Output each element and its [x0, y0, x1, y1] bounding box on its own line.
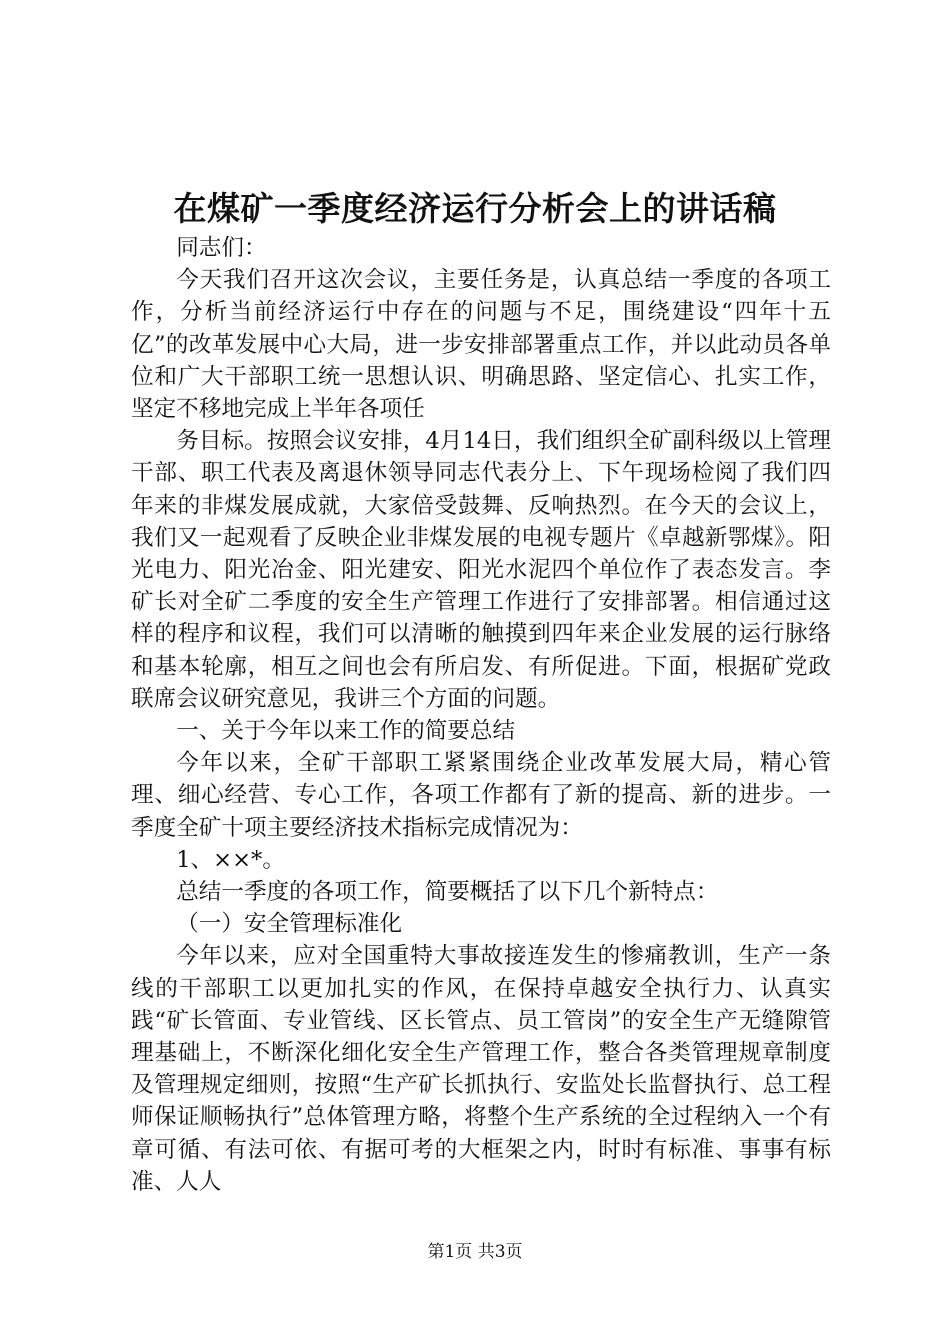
section-heading: 一、关于今年以来工作的简要总结 — [176, 718, 516, 745]
body-paragraph: 今天我们召开这次会议，主要任务是，认真总结一季度的各项工作，分析当前经济运行中存在的问题与不足，围绕建设“四年十五亿”的改革发展中心大局，进一步安排部署重点工作，并以此动员各单位和广大干部职工统一思想认识、明确思路、坚定信心、扎实工作，坚定不移地完成上半年各项任 — [131, 267, 831, 423]
salutation-paragraph: 同志们： — [176, 235, 267, 261]
document-title: 在煤矿一季度经济运行分析会上的讲话稿 — [173, 189, 777, 228]
body-paragraph: 今年以来，应对全国重特大事故接连发生的惨痛教训，生产一条线的干部职工以更加扎实的作风，在保持卓越安全执行力、认真实践“矿长管面、专业管线、区长管点、员工管岗”的安全生产无缝隙管理基础上，不断深化细化安全生产管理工作，整合各类管理规章制度及管理规定细则，按照“生产矿长抓执行、安监处长监督执行、总工程师保证顺畅执行”总体管理方略，将整个生产系统的全过程纳入一个有章可循、有法可依、有据可考的大框架之内，时时有标准、事事有标准、人人 — [131, 943, 831, 1195]
subsection-heading: （一）安全管理标准化 — [176, 911, 403, 938]
body-paragraph: 今年以来，全矿干部职工紧紧围绕企业改革发展大局，精心管理、细心经营、专心工作，各项工作都有了新的提高、新的进步。一季度全矿十项主要经济技术指标完成情况为： — [131, 750, 831, 841]
list-item: 1、××*。 — [176, 846, 285, 873]
document-body — [131, 232, 831, 1198]
body-paragraph: 总结一季度的各项工作，简要概括了以下几个新特点： — [176, 879, 719, 906]
page-footer: 第1页 共3页 — [427, 1242, 523, 1262]
body-paragraph: 务目标。按照会议安排，4月14日，我们组织全矿副科级以上管理干部、职工代表及离退休领导同志代表分上、下午现场检阅了我们四年来的非煤发展成就，大家倍受鼓舞、反响热烈。在今天的会议上，我们又一起观看了反映企业非煤发展的电视专题片《卓越新鄂煤》。阳光电力、阳光冶金、阳光建安、阳光水泥四个单位作了表态发言。李矿长对全矿二季度的安全生产管理工作进行了安排部署。相信通过这样的程序和议程，我们可以清晰的触摸到四年来企业发展的运行脉络和基本轮廓，相互之间也会有所启发、有所促进。下面，根据矿党政联席会议研究意见，我讲三个方面的问题。 — [131, 428, 831, 712]
